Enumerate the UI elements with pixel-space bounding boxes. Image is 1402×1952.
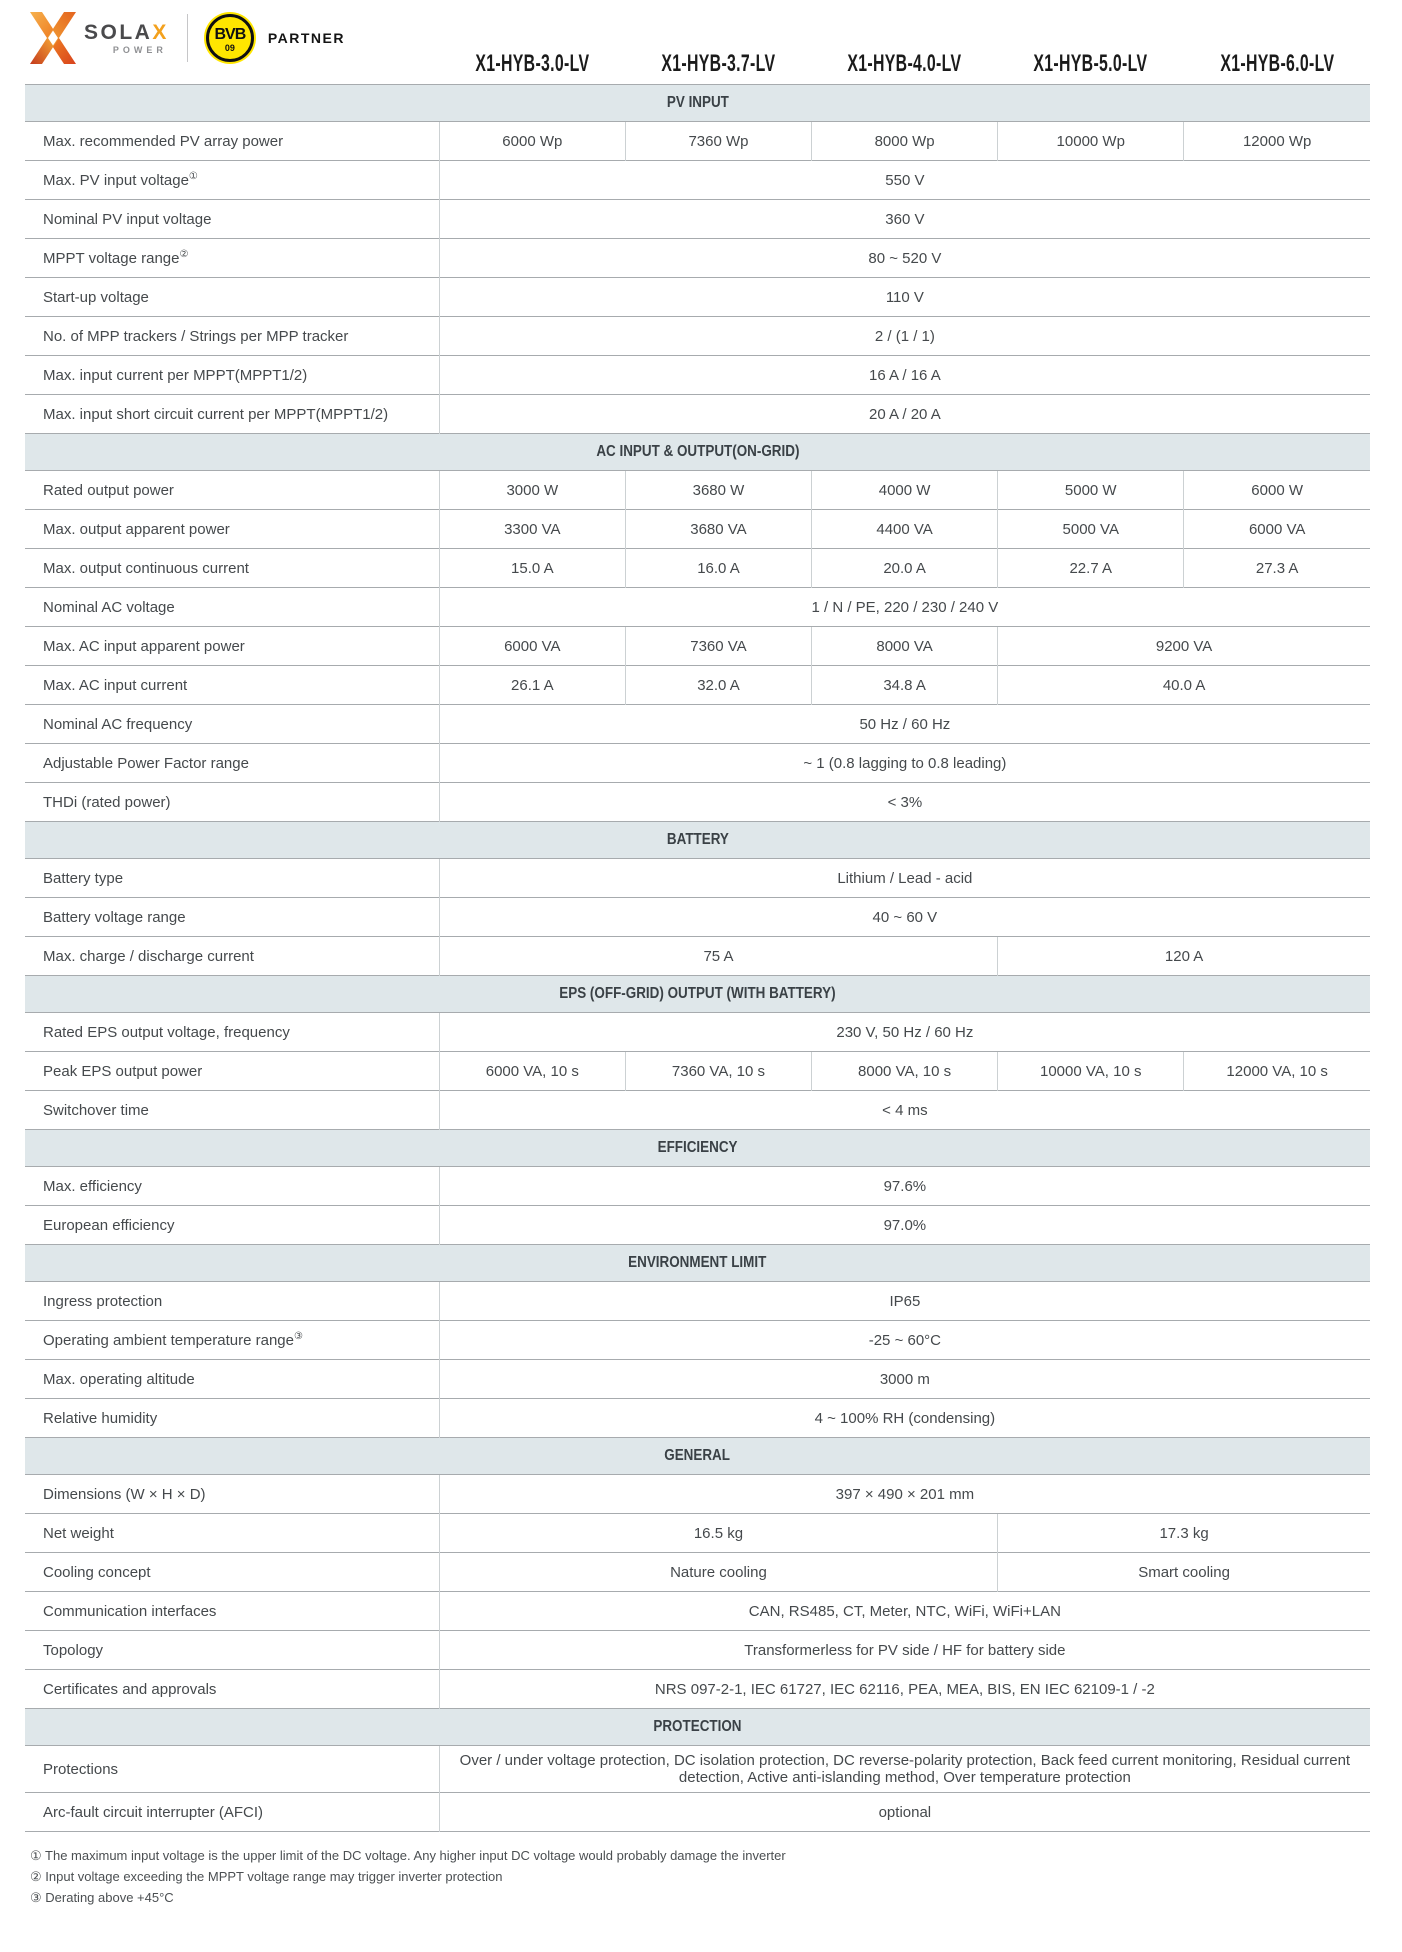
spec-value: 9200 VA (998, 627, 1370, 666)
spec-row (25, 510, 1370, 549)
spec-value: 27.3 A (1184, 549, 1370, 588)
spec-value: 4000 W (812, 471, 998, 510)
spec-value: 32.0 A (625, 666, 811, 705)
spec-table-body (25, 85, 1370, 1832)
section-header (25, 976, 1370, 1013)
model-name: X1-HYB-3.0-LV (475, 50, 590, 77)
spec-value: CAN, RS485, CT, Meter, NTC, WiFi, WiFi+LAN (439, 1592, 1370, 1631)
spec-value: 20.0 A (812, 549, 998, 588)
spec-row (25, 1013, 1370, 1052)
spec-value: 16 A / 16 A (439, 356, 1370, 395)
spec-label: Net weight (25, 1514, 439, 1553)
spec-value: 5000 VA (998, 510, 1184, 549)
spec-value: 16.0 A (625, 549, 811, 588)
spec-label: Battery voltage range (25, 898, 439, 937)
spec-label: Battery type (25, 859, 439, 898)
spec-row (25, 1282, 1370, 1321)
spec-value: 110 V (439, 278, 1370, 317)
spec-value: 6000 VA (1184, 510, 1370, 549)
spec-value: 97.0% (439, 1206, 1370, 1245)
spec-label: Max. input short circuit current per MPPT(MPPT1/2) (25, 395, 439, 434)
section-title: PV INPUT (666, 94, 729, 111)
spec-row (25, 1793, 1370, 1832)
spec-value: -25 ~ 60°C (439, 1321, 1370, 1360)
spec-value: 34.8 A (812, 666, 998, 705)
spec-row (25, 666, 1370, 705)
spec-label: Max. output continuous current (25, 549, 439, 588)
model-name: X1-HYB-5.0-LV (1033, 50, 1148, 77)
spec-value: 16.5 kg (439, 1514, 997, 1553)
model-name: X1-HYB-6.0-LV (1219, 50, 1334, 77)
section-header-row (25, 822, 1370, 859)
spec-value: 20 A / 20 A (439, 395, 1370, 434)
model-header-spacer (25, 50, 439, 78)
spec-row (25, 549, 1370, 588)
spec-row (25, 356, 1370, 395)
spec-row (25, 239, 1370, 278)
spec-value: 17.3 kg (998, 1514, 1370, 1553)
spec-row (25, 1321, 1370, 1360)
spec-value: 22.7 A (998, 549, 1184, 588)
spec-value: 4400 VA (812, 510, 998, 549)
spec-row (25, 122, 1370, 161)
spec-label: Rated EPS output voltage, frequency (25, 1013, 439, 1052)
spec-label: Operating ambient temperature range③ (25, 1321, 439, 1360)
spec-label: Max. AC input apparent power (25, 627, 439, 666)
spec-value: 12000 Wp (1184, 122, 1370, 161)
section-title: AC INPUT & OUTPUT(ON-GRID) (595, 443, 800, 460)
wordmark-x: X (152, 20, 169, 44)
spec-value: 97.6% (439, 1167, 1370, 1206)
spec-value: optional (439, 1793, 1370, 1832)
model-column-header-1 (439, 50, 625, 78)
spec-value: 7360 VA (625, 627, 811, 666)
spec-label: Nominal AC voltage (25, 588, 439, 627)
spec-label: Rated output power (25, 471, 439, 510)
spec-value: 8000 Wp (812, 122, 998, 161)
spec-label: Switchover time (25, 1091, 439, 1130)
spec-label: European efficiency (25, 1206, 439, 1245)
section-header (25, 1130, 1370, 1167)
spec-value: 26.1 A (439, 666, 625, 705)
spec-value: 15.0 A (439, 549, 625, 588)
model-column-header-2 (625, 50, 811, 78)
spec-value: 1 / N / PE, 220 / 230 / 240 V (439, 588, 1370, 627)
spec-value: 6000 Wp (439, 122, 625, 161)
spec-row (25, 1670, 1370, 1709)
spec-row (25, 937, 1370, 976)
spec-label: Arc-fault circuit interrupter (AFCI) (25, 1793, 439, 1832)
spec-value: 397 × 490 × 201 mm (439, 1475, 1370, 1514)
bvb-letters: BVB (214, 25, 246, 43)
spec-label: Cooling concept (25, 1553, 439, 1592)
spec-row (25, 200, 1370, 239)
spec-row (25, 1399, 1370, 1438)
model-name: X1-HYB-4.0-LV (847, 50, 962, 77)
spec-row (25, 1592, 1370, 1631)
model-column-header-4 (998, 50, 1184, 78)
spec-label: Protections (25, 1746, 439, 1793)
spec-row (25, 395, 1370, 434)
section-title: GENERAL (664, 1447, 731, 1464)
section-header-row (25, 1709, 1370, 1746)
spec-row (25, 1631, 1370, 1670)
spec-label: Certificates and approvals (25, 1670, 439, 1709)
spec-row (25, 161, 1370, 200)
spec-label: Max. PV input voltage① (25, 161, 439, 200)
footnote-marker: ① (188, 170, 198, 182)
spec-row (25, 1514, 1370, 1553)
spec-value: 8000 VA (812, 627, 998, 666)
spec-value: 80 ~ 520 V (439, 239, 1370, 278)
spec-value: Nature cooling (439, 1553, 997, 1592)
spec-value: 120 A (998, 937, 1370, 976)
spec-value: < 3% (439, 783, 1370, 822)
spec-value: 12000 VA, 10 s (1184, 1052, 1370, 1091)
section-header (25, 822, 1370, 859)
section-header (25, 85, 1370, 122)
spec-value: ~ 1 (0.8 lagging to 0.8 leading) (439, 744, 1370, 783)
wordmark-sola: SOLA (84, 20, 153, 44)
section-title: BATTERY (666, 831, 729, 848)
spec-value: 40 ~ 60 V (439, 898, 1370, 937)
spec-row (25, 317, 1370, 356)
bvb-number: 09 (224, 42, 235, 53)
footnote-marker: ③ (293, 1330, 303, 1342)
spec-label: Relative humidity (25, 1399, 439, 1438)
spec-row (25, 1746, 1370, 1793)
spec-value: 10000 Wp (998, 122, 1184, 161)
spec-label: Nominal PV input voltage (25, 200, 439, 239)
spec-value: 550 V (439, 161, 1370, 200)
spec-label: THDi (rated power) (25, 783, 439, 822)
section-header-row (25, 1245, 1370, 1282)
footnotes (30, 1845, 1402, 1908)
spec-value: 3300 VA (439, 510, 625, 549)
spec-value: 360 V (439, 200, 1370, 239)
section-title: EFFICIENCY (657, 1139, 738, 1156)
spec-row (25, 1360, 1370, 1399)
spec-row (25, 783, 1370, 822)
partner-label: PARTNER (267, 30, 345, 46)
section-header (25, 434, 1370, 471)
spec-row (25, 898, 1370, 937)
spec-value: 50 Hz / 60 Hz (439, 705, 1370, 744)
spec-value: < 4 ms (439, 1091, 1370, 1130)
spec-value: 3000 m (439, 1360, 1370, 1399)
spec-row (25, 1553, 1370, 1592)
spec-value: IP65 (439, 1282, 1370, 1321)
spec-label: Max. charge / discharge current (25, 937, 439, 976)
model-column-header-5 (1184, 50, 1370, 78)
footnote-marker: ② (179, 248, 189, 260)
section-title: EPS (OFF-GRID) OUTPUT (WITH BATTERY) (559, 985, 836, 1002)
spec-value: 6000 VA, 10 s (439, 1052, 625, 1091)
spec-row (25, 627, 1370, 666)
spec-value: 230 V, 50 Hz / 60 Hz (439, 1013, 1370, 1052)
spec-label: Ingress protection (25, 1282, 439, 1321)
spec-value: 75 A (439, 937, 997, 976)
spec-value: 3000 W (439, 471, 625, 510)
spec-table (25, 84, 1370, 1832)
section-header-row (25, 85, 1370, 122)
section-header-row (25, 434, 1370, 471)
wordmark-power: POWER (112, 44, 167, 55)
spec-row (25, 1052, 1370, 1091)
section-header (25, 1709, 1370, 1746)
spec-label: Topology (25, 1631, 439, 1670)
header (0, 0, 1402, 84)
spec-label: Max. recommended PV array power (25, 122, 439, 161)
spec-row (25, 588, 1370, 627)
spec-value: 10000 VA, 10 s (998, 1052, 1184, 1091)
section-header-row (25, 1130, 1370, 1167)
spec-label: No. of MPP trackers / Strings per MPP tracker (25, 317, 439, 356)
spec-row (25, 1167, 1370, 1206)
spec-value: 3680 W (625, 471, 811, 510)
spec-label: MPPT voltage range② (25, 239, 439, 278)
spec-value: 2 / (1 / 1) (439, 317, 1370, 356)
section-title: ENVIRONMENT LIMIT (628, 1254, 767, 1271)
spec-value: 7360 VA, 10 s (625, 1052, 811, 1091)
spec-label: Adjustable Power Factor range (25, 744, 439, 783)
spec-label: Peak EPS output power (25, 1052, 439, 1091)
footnote: ① The maximum input voltage is the upper limit of the DC voltage. Any higher input DC voltage would probably damage the inverter (30, 1848, 786, 1863)
spec-value: 4 ~ 100% RH (condensing) (439, 1399, 1370, 1438)
model-headers (25, 50, 1370, 78)
section-header-row (25, 1438, 1370, 1475)
spec-value: 5000 W (998, 471, 1184, 510)
spec-label: Max. AC input current (25, 666, 439, 705)
spec-label: Nominal AC frequency (25, 705, 439, 744)
footnote: ③ Derating above +45°C (30, 1890, 174, 1906)
spec-row (25, 1475, 1370, 1514)
spec-value: 8000 VA, 10 s (812, 1052, 998, 1091)
spec-value: Lithium / Lead - acid (439, 859, 1370, 898)
footnote: ② Input voltage exceeding the MPPT voltage range may trigger inverter protection (30, 1869, 503, 1885)
section-header (25, 1438, 1370, 1475)
spec-label: Max. input current per MPPT(MPPT1/2) (25, 356, 439, 395)
spec-row (25, 744, 1370, 783)
spec-value: 3680 VA (625, 510, 811, 549)
model-name: X1-HYB-3.7-LV (661, 50, 776, 77)
spec-value: Transformerless for PV side / HF for battery side (439, 1631, 1370, 1670)
spec-row (25, 1091, 1370, 1130)
spec-row (25, 705, 1370, 744)
spec-row (25, 1206, 1370, 1245)
spec-value: 6000 W (1184, 471, 1370, 510)
spec-row (25, 859, 1370, 898)
spec-value: 6000 VA (439, 627, 625, 666)
spec-value: 40.0 A (998, 666, 1370, 705)
spec-value: Smart cooling (998, 1553, 1370, 1592)
model-column-header-3 (812, 50, 998, 78)
spec-row (25, 471, 1370, 510)
spec-value: Over / under voltage protection, DC isolation protection, DC reverse-polarity protection, Back feed current monitoring, Residual current detection, Active anti-islanding method, Over temperature protection (439, 1746, 1370, 1793)
section-title: PROTECTION (653, 1718, 742, 1735)
spec-value: 7360 Wp (625, 122, 811, 161)
spec-label: Communication interfaces (25, 1592, 439, 1631)
spec-label: Max. operating altitude (25, 1360, 439, 1399)
spec-label: Max. output apparent power (25, 510, 439, 549)
section-header-row (25, 976, 1370, 1013)
spec-label: Dimensions (W × H × D) (25, 1475, 439, 1514)
spec-row (25, 278, 1370, 317)
spec-label: Max. efficiency (25, 1167, 439, 1206)
section-header (25, 1245, 1370, 1282)
spec-label: Start-up voltage (25, 278, 439, 317)
spec-value: NRS 097-2-1, IEC 61727, IEC 62116, PEA, MEA, BIS, EN IEC 62109-1 / -2 (439, 1670, 1370, 1709)
